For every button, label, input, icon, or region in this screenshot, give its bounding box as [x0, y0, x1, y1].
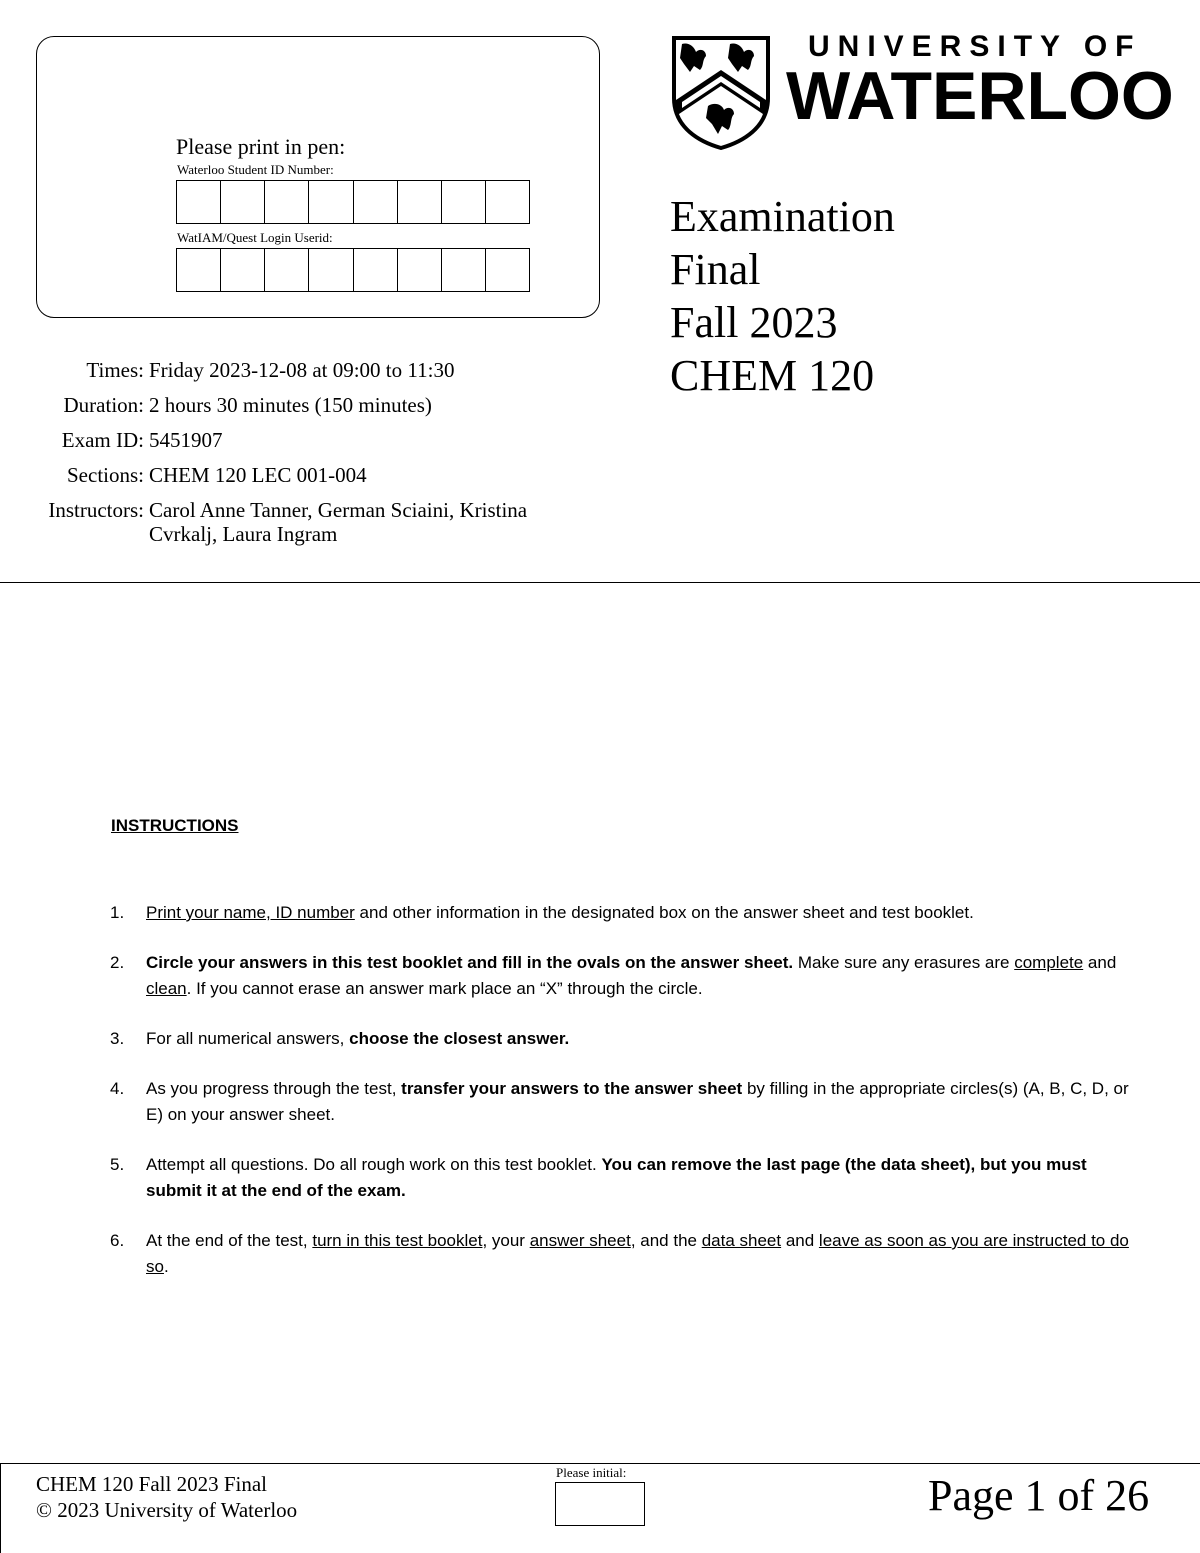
instruction-text: You can remove the last page (the data sheet), but you must submit it at the end of the exam. [146, 1155, 1087, 1200]
userid-cell[interactable] [486, 249, 529, 291]
instruction-text: and other information in the designated box on the answer sheet and test booklet. [354, 903, 974, 922]
userid-cell[interactable] [398, 249, 442, 291]
instruction-number: 6. [110, 1231, 125, 1250]
instruction-text: turn in this test booklet [312, 1231, 483, 1250]
instruction-text: answer sheet [529, 1231, 631, 1250]
id-cell[interactable] [354, 181, 398, 223]
instruction-item [110, 1228, 1140, 1280]
exam-course: CHEM 120 [670, 351, 875, 400]
userid-cell[interactable] [354, 249, 398, 291]
instructions-list [110, 900, 1140, 1304]
instruction-text: choose the closest answer. [349, 1029, 570, 1048]
info-value: CHEM 120 LEC 001-004 [149, 463, 367, 487]
instruction-text: . [163, 1257, 169, 1276]
instruction-text: Circle your answers in this test booklet and fill in the ovals on the answer sheet. [146, 953, 794, 972]
userid-cell[interactable] [309, 249, 353, 291]
logo-university-of: UNIVERSITY OF [808, 30, 1142, 63]
instruction-text: Attempt all questions. Do all rough work on this test booklet. [146, 1155, 602, 1174]
instruction-text: transfer your answers to the answer sheet [401, 1079, 743, 1098]
info-label: Exam ID: [61, 428, 144, 452]
info-value: 2 hours 30 minutes (150 minutes) [149, 393, 432, 417]
instruction-item [110, 1152, 1140, 1204]
initial-box[interactable] [555, 1482, 645, 1526]
id-cell[interactable] [177, 181, 221, 223]
id-cell[interactable] [398, 181, 442, 223]
id-cell[interactable] [309, 181, 353, 223]
instruction-text: clean [146, 979, 187, 998]
exam-kind: Final [670, 245, 761, 294]
footer-copyright: © 2023 University of Waterloo [36, 1498, 298, 1522]
exam-title-block [670, 190, 895, 402]
info-label: Sections: [67, 463, 144, 487]
instruction-text: by filling in the appropriate circles(s) (A, B, C, D, or E) on your answer sheet. [146, 1079, 1129, 1124]
instruction-text: and [781, 1231, 819, 1250]
userid-cell[interactable] [265, 249, 309, 291]
exam-term: Fall 2023 [670, 298, 838, 347]
instruction-number: 4. [110, 1079, 125, 1098]
initial-label: Please initial: [556, 1465, 627, 1480]
userid-label: WatIAM/Quest Login Userid: [177, 230, 333, 245]
info-row-duration [30, 393, 579, 417]
info-value: 5451907 [149, 428, 223, 452]
student-id-grid[interactable] [176, 180, 530, 224]
userid-grid[interactable] [176, 248, 530, 292]
footer-course: CHEM 120 Fall 2023 Final [36, 1472, 268, 1496]
instruction-text: complete [1014, 953, 1084, 972]
info-row-times [30, 358, 579, 382]
instruction-item [110, 900, 1140, 926]
student-id-label: Waterloo Student ID Number: [177, 162, 334, 177]
info-label: Times: [86, 358, 144, 382]
footer-left-border [0, 1463, 1, 1553]
instruction-text: . If you cannot erase an answer mark place an “X” through the circle. [186, 979, 703, 998]
instruction-text: Print your name, ID number [146, 903, 355, 922]
instruction-text: At the end of the test, [146, 1231, 313, 1250]
instruction-text: data sheet [701, 1231, 782, 1250]
instruction-item [110, 1076, 1140, 1128]
instruction-text: , and the [630, 1231, 702, 1250]
instruction-number: 5. [110, 1155, 125, 1174]
id-cell[interactable] [221, 181, 265, 223]
university-shield-icon [672, 36, 770, 150]
page-number: Page 1 of 26 [928, 1471, 1150, 1520]
print-in-pen-label: Please print in pen: [176, 134, 346, 159]
instruction-text: and [1083, 953, 1117, 972]
info-value: Carol Anne Tanner, German Sciaini, Kristina Cvrkalj, Laura Ingram [149, 498, 528, 546]
instruction-text: Make sure any erasures are [793, 953, 1015, 972]
instruction-number: 3. [110, 1029, 125, 1048]
userid-cell[interactable] [442, 249, 486, 291]
info-row-exam-id [30, 428, 579, 452]
userid-cell[interactable] [177, 249, 221, 291]
instructions-heading: INSTRUCTIONS [111, 816, 239, 835]
instruction-text: , your [482, 1231, 530, 1250]
info-value: Friday 2023-12-08 at 09:00 to 11:30 [149, 358, 455, 382]
info-row-sections [30, 463, 579, 487]
footer-course-info [36, 1471, 297, 1523]
instruction-text: leave as soon as you are instructed to do so [146, 1231, 1129, 1276]
id-cell[interactable] [486, 181, 529, 223]
instruction-number: 1. [110, 903, 125, 922]
userid-cell[interactable] [221, 249, 265, 291]
instruction-text: As you progress through the test, [146, 1079, 402, 1098]
header-divider [0, 582, 1200, 583]
exam-type: Examination [670, 192, 895, 241]
info-row-instructors [30, 498, 579, 546]
info-label: Duration: [63, 393, 144, 417]
info-label: Instructors: [48, 498, 144, 522]
logo-waterloo: WATERLOO [786, 58, 1174, 134]
id-cell[interactable] [442, 181, 486, 223]
instruction-number: 2. [110, 953, 125, 972]
instruction-item [110, 1026, 1140, 1052]
footer-divider [0, 1463, 1200, 1464]
instruction-item [110, 950, 1140, 1002]
id-cell[interactable] [265, 181, 309, 223]
exam-info-table [30, 358, 579, 557]
instruction-text: For all numerical answers, [146, 1029, 350, 1048]
